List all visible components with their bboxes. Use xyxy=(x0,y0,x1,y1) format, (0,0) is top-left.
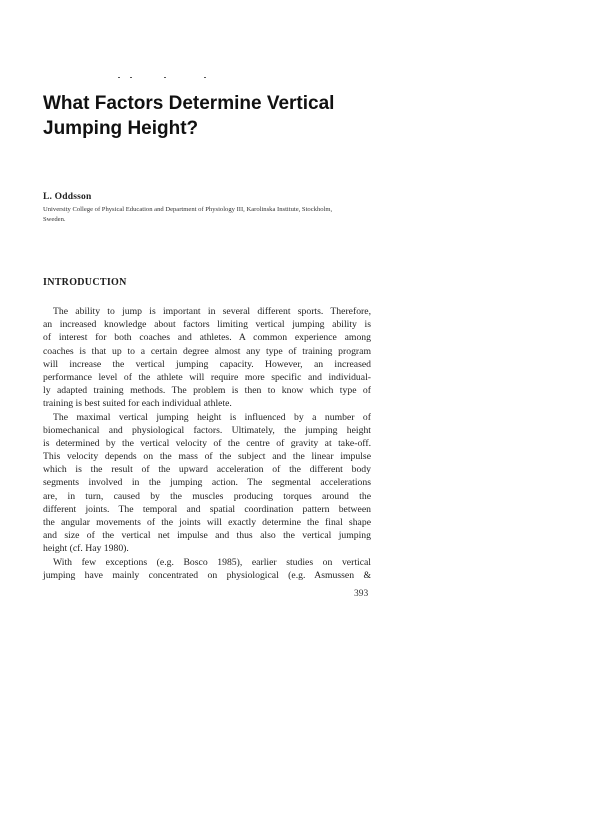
text-line: biomechanical and physiological factors. Ultimately, the jumping height xyxy=(43,424,371,436)
affiliation-line: University College of Physical Education and Department of Physiology III, Karolinska Institute, Stockholm, xyxy=(43,206,333,213)
article-title-line: What Factors Determine Vertical xyxy=(43,93,335,114)
scan-speck xyxy=(130,77,132,78)
text-line: will increase the vertical jumping capacity. However, an increased xyxy=(43,358,371,370)
page-number: 393 xyxy=(354,589,369,599)
text-line: are, in turn, caused by the muscles producing torques around the xyxy=(43,490,371,502)
paragraph xyxy=(43,411,371,556)
affiliation-line: Sweden. xyxy=(43,216,66,223)
article-body xyxy=(43,305,371,582)
text-line: an increased knowledge about factors limiting vertical jumping ability is xyxy=(43,319,371,331)
text-line: With few exceptions (e.g. Bosco 1985), earlier studies on vertical xyxy=(53,556,371,568)
text-line: the angular movements of the joints will exactly determine the final shape xyxy=(43,517,371,528)
text-line: jumping have mainly concentrated on physiological (e.g. Asmussen & xyxy=(43,569,371,581)
text-line: of interest for both coaches and athletes. A common experience among xyxy=(43,332,371,344)
text-line: segments involved in the jumping action. The segmental accelerations xyxy=(43,477,371,489)
scan-specks xyxy=(118,77,208,81)
article-title-line: Jumping Height? xyxy=(43,118,199,139)
author-name: L. Oddsson xyxy=(43,192,92,202)
text-line: is determined by the vertical velocity of the centre of gravity at take-off. xyxy=(43,437,371,449)
section-heading: INTRODUCTION xyxy=(43,277,127,288)
text-line: and size of the vertical net impulse and thus also the vertical jumping xyxy=(43,530,371,542)
paragraph xyxy=(43,556,371,582)
text-line: This velocity depends on the mass of the subject and the linear impulse xyxy=(43,451,371,463)
article-title xyxy=(43,91,463,141)
text-line: The maximal vertical jumping height is influenced by a number of xyxy=(53,411,371,423)
text-line: height (cf. Hay 1980). xyxy=(43,543,129,555)
text-line: performance level of the athlete will require more specific and individual- xyxy=(43,371,371,383)
scan-speck xyxy=(118,77,120,78)
text-line: The ability to jump is important in several different sports. Therefore, xyxy=(53,306,371,317)
author-affiliation xyxy=(43,205,383,225)
text-line: coaches is that up to a certain degree almost any type of training program xyxy=(43,345,371,357)
scan-speck xyxy=(204,77,206,78)
text-line: training is best suited for each individual athlete. xyxy=(43,398,232,410)
text-line: ly adapted training methods. The problem is then to know which type of xyxy=(43,385,371,397)
text-line: different joints. The temporal and spatial coordination pattern between xyxy=(43,503,371,515)
paragraph xyxy=(43,305,371,411)
scan-speck xyxy=(164,77,166,78)
text-line: which is the result of the upward acceleration of the different body xyxy=(43,464,371,476)
